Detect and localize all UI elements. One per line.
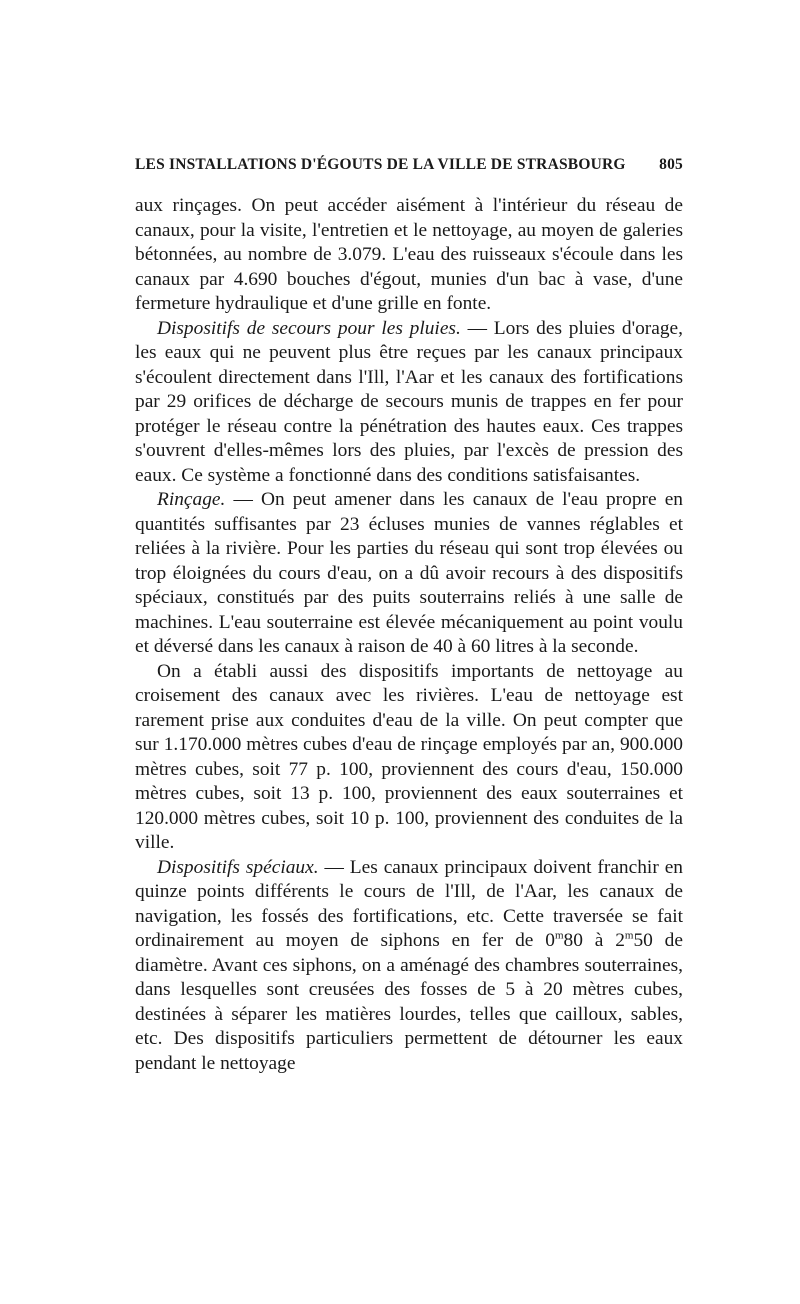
body-text <box>135 194 683 1076</box>
paragraph-text: On a établi aussi des dispositifs importants de nettoyage au croisement des canaux avec les rivières. L'eau de nettoyage est rarement prise aux conduites d'eau de la ville. On peut compter que sur 1.170.000 mètres cubes d'eau de rinçage employés par an, 900.000 mètres cubes, soit 77 p. 100, proviennent des cours d'eau, 150.000 mètres cubes, soit 13 p. 100, proviennent des eaux souterraines et 120.000 mètres cubes, soit 10 p. 100, proviennent des conduites de la ville. <box>135 660 683 853</box>
paragraph-dispositifs-secours <box>135 317 683 489</box>
running-head-title: LES INSTALLATIONS D'ÉGOUTS DE LA VILLE DE STRASBOURG <box>135 156 626 173</box>
section-heading: Rinçage. <box>157 489 226 510</box>
paragraph-text: 80 à 2 <box>563 930 625 951</box>
paragraph-text: aux rinçages. On peut accéder aisément à l'intérieur du réseau de canaux, pour la visite, l'entretien et le nettoyage, au moyen de galeries bétonnées, au nombre de 3.079. L'eau des ruisseaux s'écoule dans les canaux par 4.690 bouches d'égout, munies d'un bac à vase, d'une fermeture hydraulique et d'une grille en fonte. <box>135 195 683 314</box>
unit-superscript: m <box>554 929 564 942</box>
paragraph-text: — Lors des pluies d'orage, les eaux qui ne peuvent plus être reçues par les canaux principaux s'écoulent directement dans l'Ill, l'Aar et les canaux des fortifications par 29 orifices de décharge de secours munis de trappes en fer pour protéger le réseau contre la pénétration des hautes eaux. Ces trappes s'ouvrent d'elles-mêmes lors des pluies, par l'excès de pression des eaux. Ce système a fonctionné dans des conditions satisfaisantes. <box>135 317 683 486</box>
paragraph-text: — Les canaux principaux doivent franchir en quinze points différents le cours de l'Ill, de l'Aar, les canaux de navigation, les fossés des fortifications, etc. Cette traversée se fait ordinairement au moyen de siphons en fer de 0 <box>135 856 683 951</box>
page-number: 805 <box>659 156 683 173</box>
paragraph-text: 50 de diamètre. Avant ces siphons, on a aménagé des chambres souterraines, dans lesquelles sont creusées des fosses de 5 à 20 mètres cubes, destinées à séparer les matières lourdes, telles que cailloux, sables, etc. Des dispositifs particuliers permettent de détourner les eaux pendant le nettoyage <box>135 930 683 1074</box>
paragraph-rincage <box>135 488 683 660</box>
paragraph-continuation <box>135 194 683 317</box>
paragraph-nettoyage <box>135 660 683 856</box>
paragraph-text: — On peut amener dans les canaux de l'eau propre en quantités suffisantes par 23 écluses munies de vannes réglables et reliées à la rivière. Pour les parties du réseau qui sont trop élevées ou trop éloignées du cours d'eau, on a dû avoir recours à des dispositifs spéciaux, constitués par des puits souterrains reliés à une salle de machines. L'eau souterraine est élevée mécaniquement au point voulu et déversé dans les canaux à raison de 40 à 60 litres à la seconde. <box>135 489 683 657</box>
section-heading: Dispositifs de secours pour les pluies. <box>157 317 461 339</box>
running-head <box>135 156 683 174</box>
unit-superscript: m <box>624 929 634 942</box>
paragraph-dispositifs-speciaux <box>135 856 683 1077</box>
section-heading: Dispositifs spéciaux. <box>157 856 319 878</box>
